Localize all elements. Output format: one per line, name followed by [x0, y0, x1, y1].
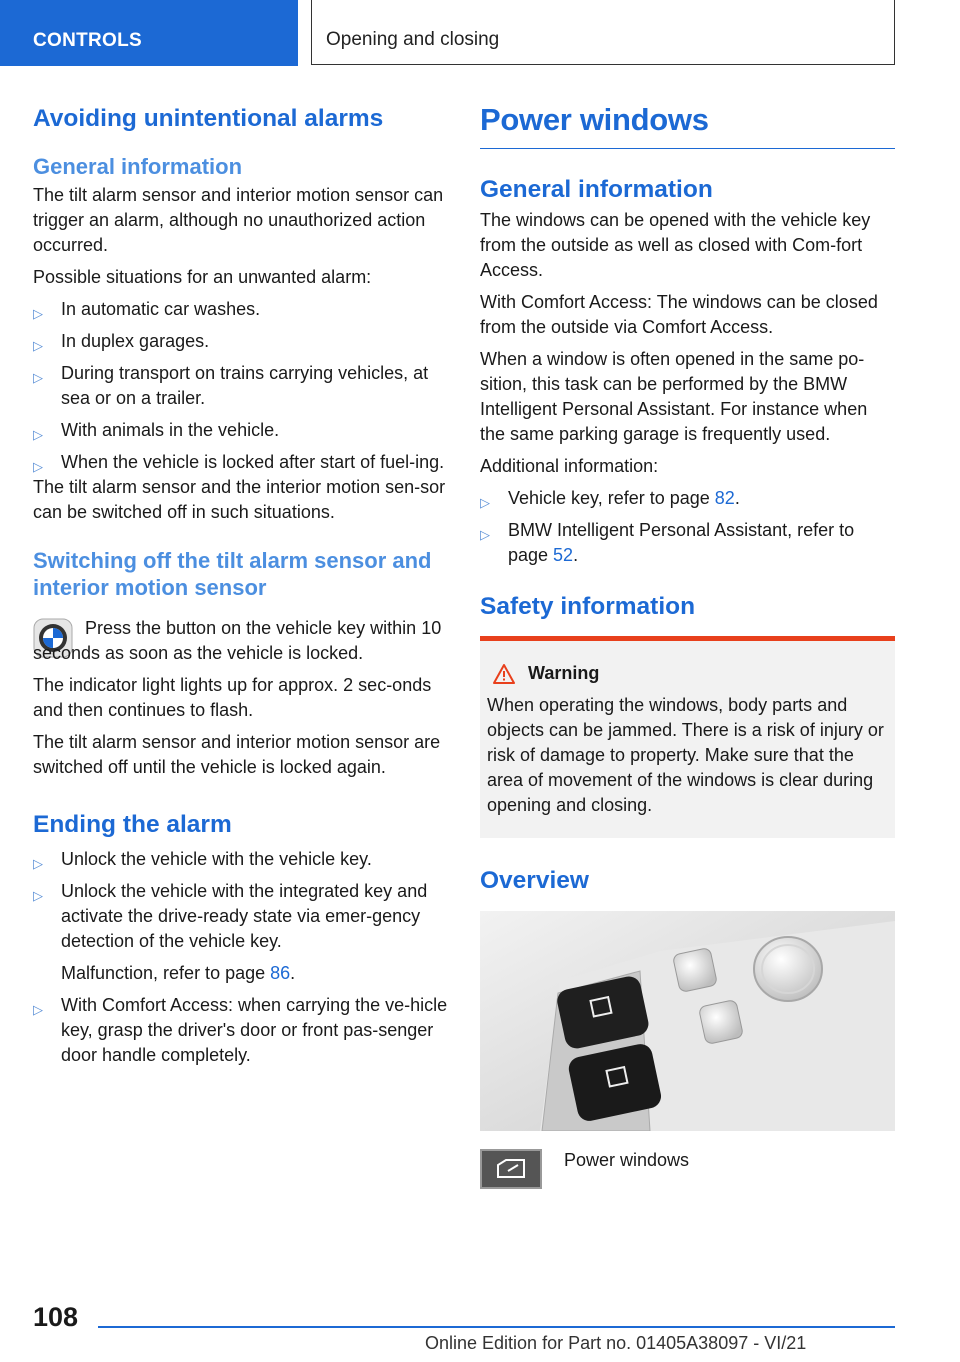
list-item: ▷ Vehicle key, refer to page 82. [480, 486, 895, 511]
heading-general-information: General information [33, 154, 243, 180]
triangle-bullet-icon: ▷ [480, 495, 490, 511]
page-number: 108 [33, 1302, 79, 1332]
power-window-switches-photo [480, 911, 895, 1131]
heading-avoiding-alarms: Avoiding unintentional alarms [33, 105, 384, 132]
triangle-bullet-icon: ▷ [33, 856, 43, 872]
alarm-situations-list [33, 297, 449, 475]
warning-text: When operating the windows, body parts and objects can be jammed. There is a risk of injury or risk of damage to property. Make sure that the area of movement of the windows is clear during opening and closing. [487, 694, 884, 815]
header-section-tab [0, 0, 298, 66]
list-item: ▷ With animals in the vehicle. [33, 418, 449, 443]
window-switch-icon [480, 1149, 542, 1189]
caption-row [480, 1149, 895, 1189]
page-link-86[interactable]: 86 [270, 963, 291, 984]
ending-alarm-list [33, 847, 449, 1068]
list-item: ▷ When the vehicle is locked after start of fuel-ing. [33, 450, 449, 475]
page-link-82[interactable]: 82 [714, 488, 735, 509]
header-section-label: CONTROLS [33, 30, 143, 51]
triangle-bullet-icon: ▷ [33, 1002, 43, 1018]
paragraph: Press the button on the vehicle key within 10 seconds as soon as the vehicle is locked. [33, 617, 442, 663]
paragraph: The indicator light lights up for approx. 2 sec-onds and then continues to flash. [33, 674, 432, 720]
paragraph: The tilt alarm sensor and interior motion sensor are switched off until the vehicle is locked again. [33, 731, 441, 777]
paragraph: With Comfort Access: The windows can be closed from the outside via Comfort Access. [480, 292, 878, 338]
warning-title: Warning [528, 663, 600, 684]
list-item: ▷ During transport on trains carrying vehicles, at sea or on a trailer. [33, 362, 429, 408]
paragraph: Possible situations for an unwanted alarm: [33, 266, 372, 287]
heading-safety-information: Safety information [480, 593, 696, 621]
warning-header [492, 663, 888, 685]
list-item: ▷ In automatic car washes. [33, 297, 449, 322]
list-item: ▷ BMW Intelligent Personal Assistant, refer to page 52. [480, 520, 855, 566]
footer-rule [98, 1326, 895, 1328]
heading-ending-alarm: Ending the alarm [33, 810, 232, 838]
paragraph: The windows can be opened with the vehicle key from the outside as well as closed with Com-fort Access. [480, 210, 871, 281]
triangle-bullet-icon: ▷ [33, 337, 43, 353]
paragraph: The tilt alarm sensor and the interior motion sen-sor can be switched off in such situations. [33, 476, 446, 522]
header-chapter-label: Opening and closing [326, 29, 500, 50]
triangle-bullet-icon: ▷ [33, 305, 43, 321]
key-instruction [33, 616, 449, 673]
list-item: ▷ With Comfort Access: when carrying the ve-hicle key, grasp the driver's door or front pas-senger door handle completely. [33, 995, 448, 1066]
heading-power-windows: Power windows [480, 102, 895, 149]
triangle-bullet-icon: ▷ [33, 369, 43, 385]
triangle-bullet-icon: ▷ [33, 888, 43, 904]
list-item: ▷ In duplex garages. [33, 329, 449, 354]
figure-caption: Power windows [564, 1150, 690, 1171]
triangle-bullet-icon: ▷ [480, 527, 490, 543]
list-item: ▷ Unlock the vehicle with the integrated key and activate the drive-ready state via emer-gency detection of the vehicle key. Malfunction, refer to page 86. [33, 881, 428, 984]
heading-overview: Overview [480, 866, 589, 894]
paragraph: When a window is often opened in the same po-sition, this task can be performed by the BMW Intelligent Personal Assistant. For instance when the same parking garage is frequently used. [480, 349, 868, 445]
triangle-bullet-icon: ▷ [33, 458, 43, 474]
heading-general-information: General information [480, 176, 713, 203]
paragraph: Additional information: [480, 456, 659, 477]
page-link-52[interactable]: 52 [553, 545, 574, 566]
left-column [33, 96, 449, 1075]
header-chapter-tab [311, 0, 895, 65]
triangle-bullet-icon: ▷ [33, 426, 43, 442]
additional-info-list [480, 486, 895, 568]
warning-box [480, 636, 895, 838]
footer-edition: Online Edition for Part no. 01405A38097 - VI/21 [425, 1333, 807, 1353]
heading-switching-off: Switching off the tilt alarm sensor and interior motion sensor [33, 547, 432, 601]
list-item: ▷ Unlock the vehicle with the vehicle key. [33, 847, 449, 872]
paragraph: The tilt alarm sensor and interior motion sensor can trigger an alarm, although no unauthorized action occurred. [33, 184, 444, 255]
right-column [480, 96, 895, 1189]
warning-triangle-icon [492, 663, 516, 685]
